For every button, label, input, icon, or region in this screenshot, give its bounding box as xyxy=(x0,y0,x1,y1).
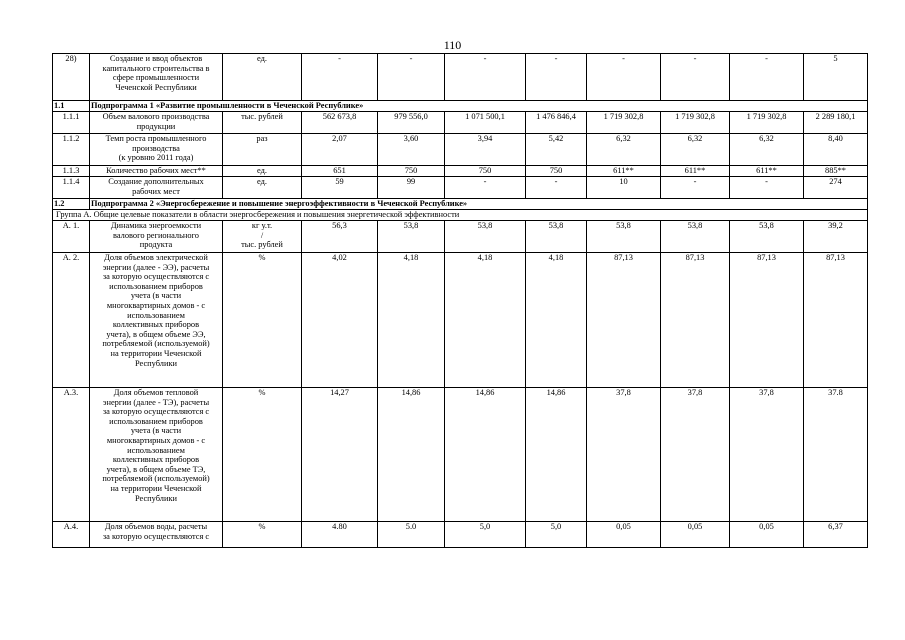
row-number: А. 2. xyxy=(53,253,90,388)
value-cell: 53,8 xyxy=(526,221,587,253)
table-row xyxy=(53,166,868,177)
value-cell: 1 071 500,1 xyxy=(445,112,526,134)
value-cell: 3,60 xyxy=(378,134,445,166)
unit-cell: % xyxy=(223,388,302,522)
value-cell: - xyxy=(661,177,730,199)
value-cell: 14,27 xyxy=(302,388,378,522)
value-cell: 87,13 xyxy=(804,253,868,388)
indicator-name: Доля объемов тепловой энергии (далее - ТЭ), расчеты за которую осуществляются с использованием приборов учета (в части многоквартирных домов - с использованием коллективных приборов учета), в общем объеме ТЭ, потребляемой (используемой) на территории Чеченской Республики xyxy=(90,388,223,522)
indicators-table xyxy=(52,53,868,548)
value-cell: 4,02 xyxy=(302,253,378,388)
row-number: А.3. xyxy=(53,388,90,522)
section-title: Подпрограмма 2 «Энергосбережение и повышение энергоэффективности в Чеченской Республике» xyxy=(90,199,868,210)
indicator-name: Объем валового производства продукции xyxy=(90,112,223,134)
row-number: 1.2 xyxy=(53,199,90,210)
value-cell: - xyxy=(378,54,445,101)
unit-cell: % xyxy=(223,253,302,388)
value-cell: 37,8 xyxy=(730,388,804,522)
table-row xyxy=(53,253,868,388)
indicator-name: Темп роста промышленного производства (к уровню 2011 года) xyxy=(90,134,223,166)
row-number: А. 1. xyxy=(53,221,90,253)
value-cell: - xyxy=(302,54,378,101)
value-cell: 562 673,8 xyxy=(302,112,378,134)
unit-cell: кг у.т. / тыс. рублей xyxy=(223,221,302,253)
indicator-name: Динамика энергоемкости валового регионального продукта xyxy=(90,221,223,253)
value-cell: 6,32 xyxy=(661,134,730,166)
row-number: 1.1.4 xyxy=(53,177,90,199)
value-cell: 53,8 xyxy=(730,221,804,253)
value-cell: 14,86 xyxy=(445,388,526,522)
value-cell: 87,13 xyxy=(661,253,730,388)
value-cell: - xyxy=(526,54,587,101)
page-number: 110 xyxy=(443,38,462,52)
value-cell: 10 xyxy=(587,177,661,199)
value-cell: 274 xyxy=(804,177,868,199)
value-cell: 2,07 xyxy=(302,134,378,166)
table-row xyxy=(53,210,868,221)
table-row xyxy=(53,101,868,112)
section-title: Подпрограмма 1 «Развитие промышленности в Чеченской Республике» xyxy=(90,101,868,112)
value-cell: - xyxy=(445,54,526,101)
value-cell: 611** xyxy=(587,166,661,177)
table-row xyxy=(53,199,868,210)
table-row xyxy=(53,522,868,548)
value-cell: - xyxy=(730,54,804,101)
value-cell: 14,86 xyxy=(378,388,445,522)
value-cell: 37,8 xyxy=(587,388,661,522)
value-cell: - xyxy=(730,177,804,199)
value-cell: 53,8 xyxy=(445,221,526,253)
value-cell: 5 xyxy=(804,54,868,101)
value-cell: 5,0 xyxy=(526,522,587,548)
indicator-name: Доля объемов электрической энергии (далее - ЭЭ), расчеты за которую осуществляются с использованием приборов учета (в части многоквартирных домов - с использованием коллективных приборов учета), в общем объеме ЭЭ, потребляемой (используемой) на территории Чеченской Республики xyxy=(90,253,223,388)
table-row xyxy=(53,177,868,199)
value-cell: 53,8 xyxy=(587,221,661,253)
value-cell: 37.8 xyxy=(804,388,868,522)
value-cell: 53,8 xyxy=(661,221,730,253)
value-cell: - xyxy=(526,177,587,199)
value-cell: 37,8 xyxy=(661,388,730,522)
row-number: 1.1.2 xyxy=(53,134,90,166)
value-cell: 6,32 xyxy=(587,134,661,166)
value-cell: 5,0 xyxy=(445,522,526,548)
value-cell: 0,05 xyxy=(730,522,804,548)
indicator-name: Количество рабочих мест** xyxy=(90,166,223,177)
value-cell: 0,05 xyxy=(587,522,661,548)
table-row xyxy=(53,134,868,166)
value-cell: 1 719 302,8 xyxy=(661,112,730,134)
value-cell: 59 xyxy=(302,177,378,199)
value-cell: 4,18 xyxy=(526,253,587,388)
value-cell: 5.0 xyxy=(378,522,445,548)
table-row xyxy=(53,388,868,522)
value-cell: 750 xyxy=(378,166,445,177)
unit-cell: ед. xyxy=(223,177,302,199)
value-cell: 885** xyxy=(804,166,868,177)
unit-cell: раз xyxy=(223,134,302,166)
value-cell: 6,37 xyxy=(804,522,868,548)
value-cell: 87,13 xyxy=(730,253,804,388)
value-cell: 651 xyxy=(302,166,378,177)
value-cell: 2 289 180,1 xyxy=(804,112,868,134)
row-number: А.4. xyxy=(53,522,90,548)
unit-cell: % xyxy=(223,522,302,548)
value-cell: 39,2 xyxy=(804,221,868,253)
unit-cell: ед. xyxy=(223,166,302,177)
group-title: Группа А. Общие целевые показатели в области энергосбережения и повышения энергетической эффективности xyxy=(53,210,868,221)
value-cell: 99 xyxy=(378,177,445,199)
unit-cell: тыс. рублей xyxy=(223,112,302,134)
row-number: 1.1.1 xyxy=(53,112,90,134)
value-cell: 611** xyxy=(661,166,730,177)
value-cell: 611** xyxy=(730,166,804,177)
value-cell: - xyxy=(445,177,526,199)
value-cell: 14,86 xyxy=(526,388,587,522)
value-cell: 4,18 xyxy=(378,253,445,388)
indicator-name: Создание и ввод объектов капитального строительства в сфере промышленности Чеченской Республики xyxy=(90,54,223,101)
value-cell: 4.80 xyxy=(302,522,378,548)
unit-cell: ед. xyxy=(223,54,302,101)
row-number: 28) xyxy=(53,54,90,101)
value-cell: 6,32 xyxy=(730,134,804,166)
value-cell: 1 719 302,8 xyxy=(730,112,804,134)
table-body xyxy=(53,54,868,548)
value-cell: 56,3 xyxy=(302,221,378,253)
row-number: 1.1.3 xyxy=(53,166,90,177)
value-cell: 87,13 xyxy=(587,253,661,388)
value-cell: - xyxy=(661,54,730,101)
value-cell: 750 xyxy=(445,166,526,177)
value-cell: 750 xyxy=(526,166,587,177)
value-cell: 979 556,0 xyxy=(378,112,445,134)
value-cell: 1 476 846,4 xyxy=(526,112,587,134)
table-row xyxy=(53,54,868,101)
indicator-name: Доля объемов воды, расчеты за которую осуществляются с xyxy=(90,522,223,548)
value-cell: - xyxy=(587,54,661,101)
value-cell: 4,18 xyxy=(445,253,526,388)
value-cell: 1 719 302,8 xyxy=(587,112,661,134)
value-cell: 0,05 xyxy=(661,522,730,548)
table-row xyxy=(53,221,868,253)
indicator-name: Создание дополнительных рабочих мест xyxy=(90,177,223,199)
value-cell: 8,40 xyxy=(804,134,868,166)
value-cell: 3,94 xyxy=(445,134,526,166)
value-cell: 5,42 xyxy=(526,134,587,166)
table-row xyxy=(53,112,868,134)
value-cell: 53,8 xyxy=(378,221,445,253)
row-number: 1.1 xyxy=(53,101,90,112)
